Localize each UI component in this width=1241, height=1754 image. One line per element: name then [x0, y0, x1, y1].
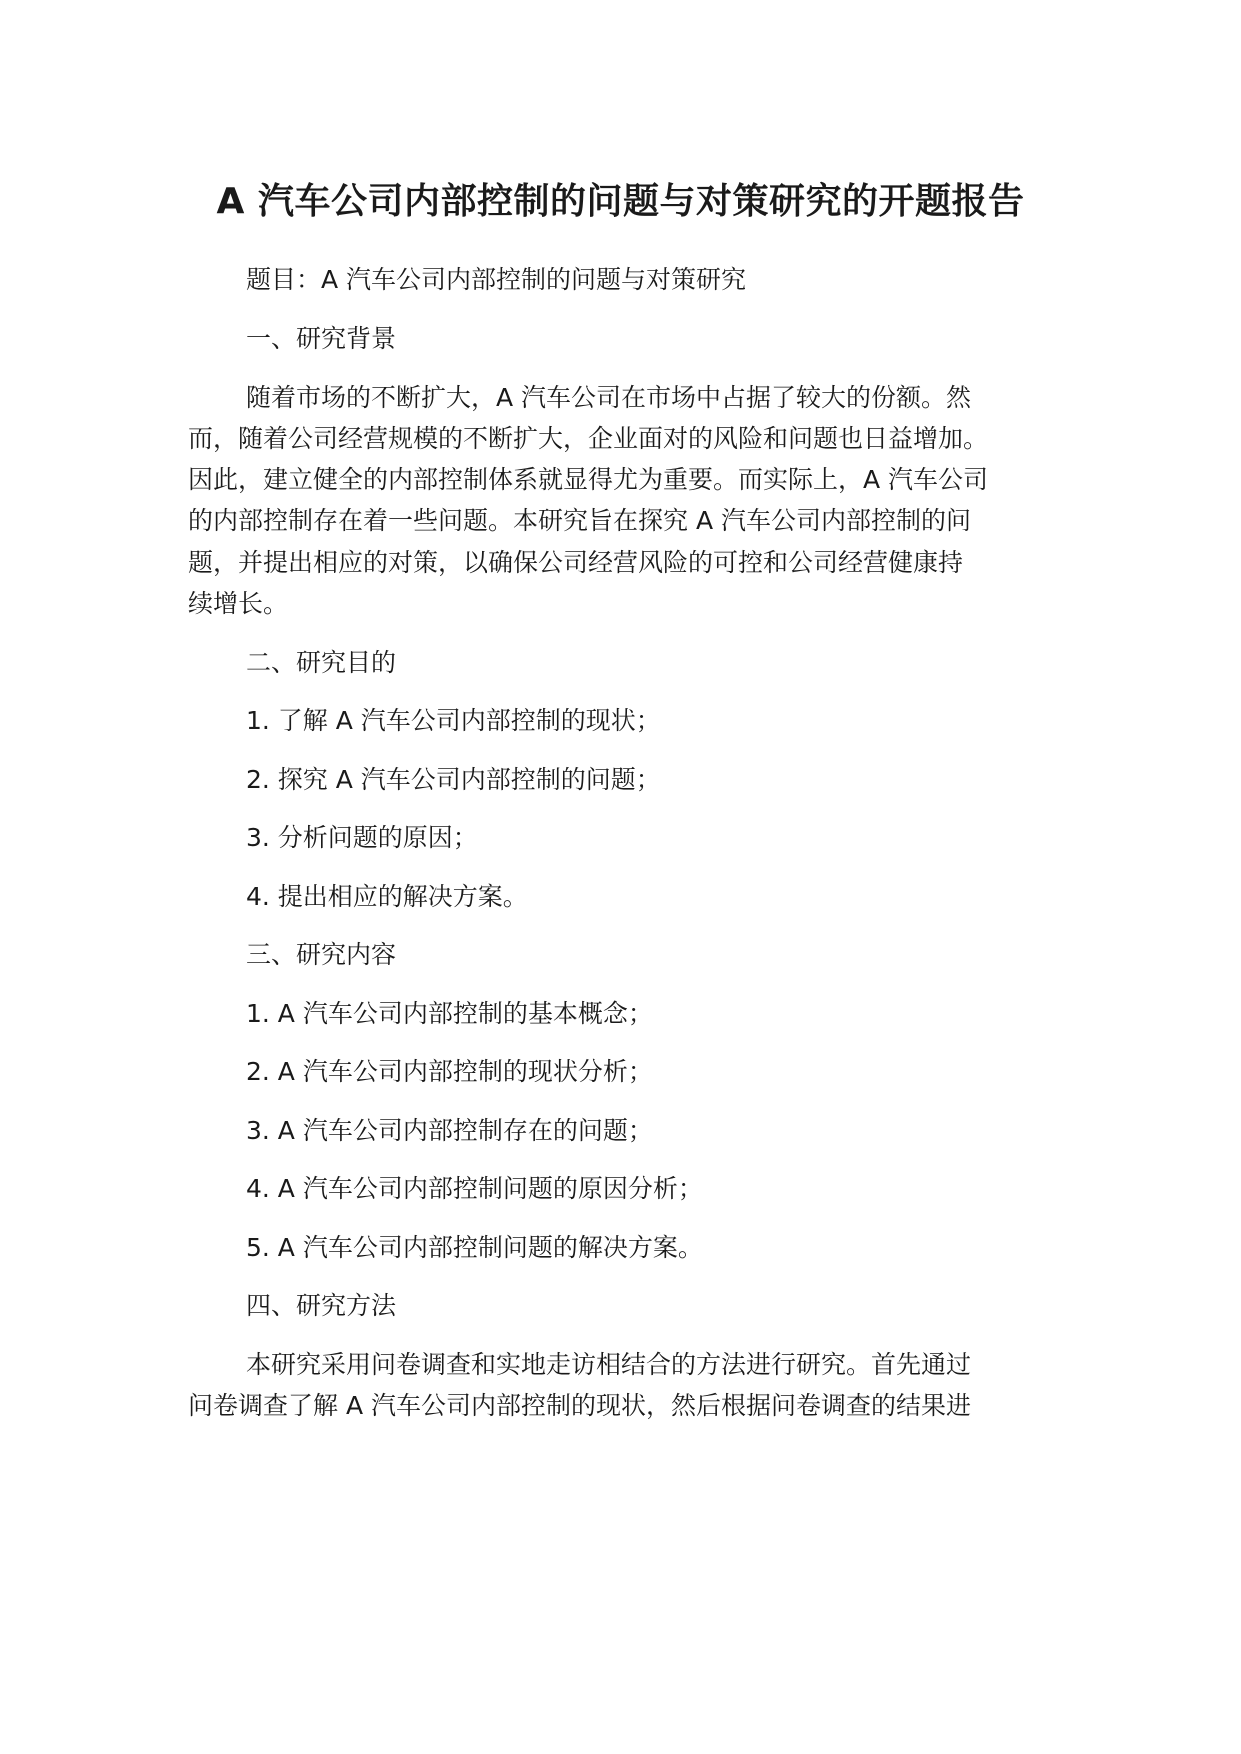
purpose-list-item: 1. 了解 A 汽车公司内部控制的现状；: [246, 706, 661, 735]
content-list-item: 5. A 汽车公司内部控制问题的解决方案。: [246, 1233, 703, 1262]
section-heading-purpose: 二、研究目的: [246, 648, 397, 677]
background-paragraph-line: 随着市场的不断扩大，A 汽车公司在市场中占据了较大的份额。然: [246, 383, 972, 412]
document-title: A 汽车公司内部控制的问题与对策研究的开题报告: [216, 181, 1025, 222]
section-heading-content: 三、研究内容: [246, 940, 397, 969]
background-paragraph-line: 续增长。: [188, 589, 289, 618]
purpose-list-item: 4. 提出相应的解决方案。: [246, 882, 528, 911]
background-paragraph-line: 的内部控制存在着一些问题。本研究旨在探究 A 汽车公司内部控制的问: [188, 506, 971, 535]
section-heading-method: 四、研究方法: [246, 1291, 397, 1320]
method-paragraph-line: 问卷调查了解 A 汽车公司内部控制的现状，然后根据问卷调查的结果进: [188, 1391, 971, 1420]
background-paragraph-line: 题，并提出相应的对策，以确保公司经营风险的可控和公司经营健康持: [188, 548, 964, 577]
background-paragraph-line: 因此，建立健全的内部控制体系就显得尤为重要。而实际上，A 汽车公司: [188, 465, 989, 494]
section-heading-background: 一、研究背景: [246, 324, 397, 353]
subject-line: 题目：A 汽车公司内部控制的问题与对策研究: [246, 265, 747, 294]
content-list-item: 3. A 汽车公司内部控制存在的问题；: [246, 1116, 653, 1145]
purpose-list-item: 2. 探究 A 汽车公司内部控制的问题；: [246, 765, 661, 794]
method-paragraph-line: 本研究采用问卷调查和实地走访相结合的方法进行研究。首先通过: [246, 1350, 972, 1379]
purpose-list-item: 3. 分析问题的原因；: [246, 823, 478, 852]
content-list-item: 1. A 汽车公司内部控制的基本概念；: [246, 999, 653, 1028]
background-paragraph-line: 而，随着公司经营规模的不断扩大，企业面对的风险和问题也日益增加。: [188, 424, 989, 453]
content-list-item: 4. A 汽车公司内部控制问题的原因分析；: [246, 1174, 703, 1203]
content-list-item: 2. A 汽车公司内部控制的现状分析；: [246, 1057, 653, 1086]
